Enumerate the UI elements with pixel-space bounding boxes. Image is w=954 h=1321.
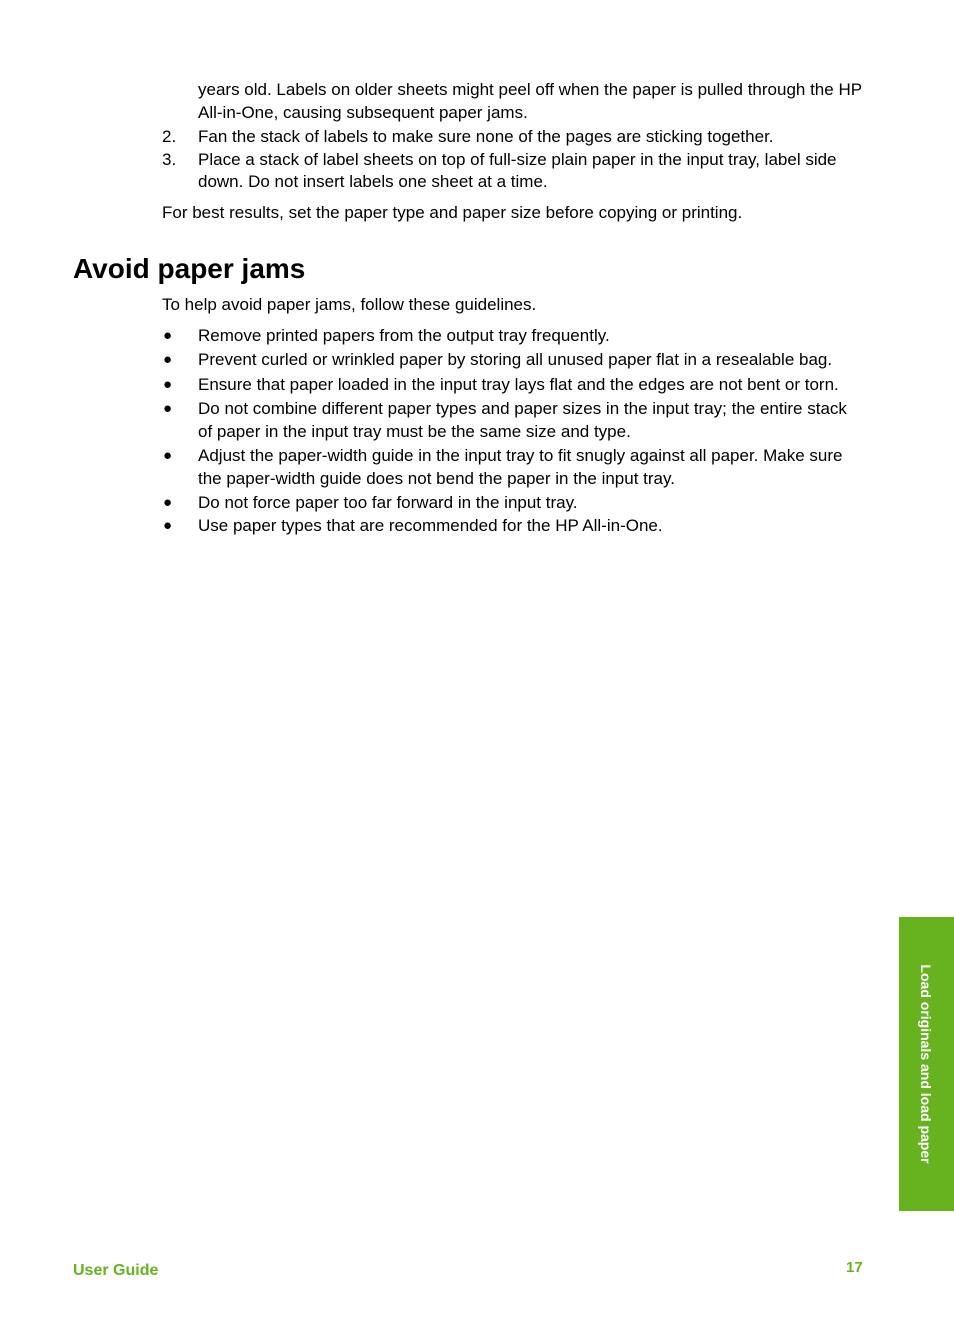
list-item-text: Fan the stack of labels to make sure none of the pages are sticking together. bbox=[198, 127, 774, 146]
bullet-list bbox=[162, 325, 862, 538]
bullet-icon: ● bbox=[163, 447, 173, 464]
list-item bbox=[162, 492, 862, 515]
bullet-icon: ● bbox=[163, 326, 173, 344]
footer-title: User Guide bbox=[73, 1262, 159, 1279]
list-marker: 3. bbox=[162, 149, 177, 169]
list-item-text: Use paper types that are recommended for the HP All-in-One. bbox=[198, 515, 663, 535]
bullet-icon: ● bbox=[163, 351, 173, 368]
list-item-step-2 bbox=[162, 126, 862, 149]
bullet-icon: ● bbox=[163, 516, 173, 534]
list-item bbox=[162, 374, 862, 397]
list-item-text: Do not force paper too far forward in the input tray. bbox=[198, 493, 578, 512]
list-item bbox=[162, 445, 862, 490]
list-item-text: Adjust the paper-width guide in the input tray to fit snugly against all paper. Make sure the paper-width guide does not bend the paper in the input tray. bbox=[198, 446, 843, 488]
note-paragraph: For best results, set the paper type and paper size before copying or printing. bbox=[162, 202, 743, 222]
list-item-text: years old. Labels on older sheets might peel off when the paper is pulled through the HP All-in-One, causing subsequent paper jams. bbox=[198, 80, 862, 122]
list-marker: 2. bbox=[162, 127, 177, 146]
chapter-side-tab bbox=[899, 917, 954, 1211]
list-item-text: Remove printed papers from the output tray frequently. bbox=[198, 325, 610, 345]
list-item-continuation bbox=[162, 79, 862, 124]
bullet-icon: ● bbox=[163, 494, 173, 511]
section-heading: Avoid paper jams bbox=[73, 253, 306, 284]
intro-block bbox=[162, 79, 862, 224]
list-item-text: Place a stack of label sheets on top of full-size plain paper in the input tray, label side down. Do not insert labels one sheet at a time. bbox=[198, 149, 837, 191]
bullet-icon: ● bbox=[163, 375, 173, 393]
list-item bbox=[162, 325, 862, 348]
section-body bbox=[162, 294, 862, 537]
section-lead: To help avoid paper jams, follow these guidelines. bbox=[162, 295, 537, 314]
list-item bbox=[162, 515, 862, 538]
bullet-icon: ● bbox=[163, 400, 173, 417]
chapter-tab-label: Load originals and load paper bbox=[918, 964, 934, 1164]
list-item-text: Do not combine different paper types and paper sizes in the input tray; the entire stack of paper in the input tray must be the same size and type. bbox=[198, 399, 847, 441]
list-item bbox=[162, 398, 862, 443]
list-item-text: Ensure that paper loaded in the input tray lays flat and the edges are not bent or torn. bbox=[198, 374, 839, 394]
list-item bbox=[162, 349, 862, 372]
page-number: 17 bbox=[846, 1259, 863, 1276]
list-item-text: Prevent curled or wrinkled paper by storing all unused paper flat in a resealable bag. bbox=[198, 350, 833, 369]
list-item-step-3 bbox=[162, 149, 862, 194]
